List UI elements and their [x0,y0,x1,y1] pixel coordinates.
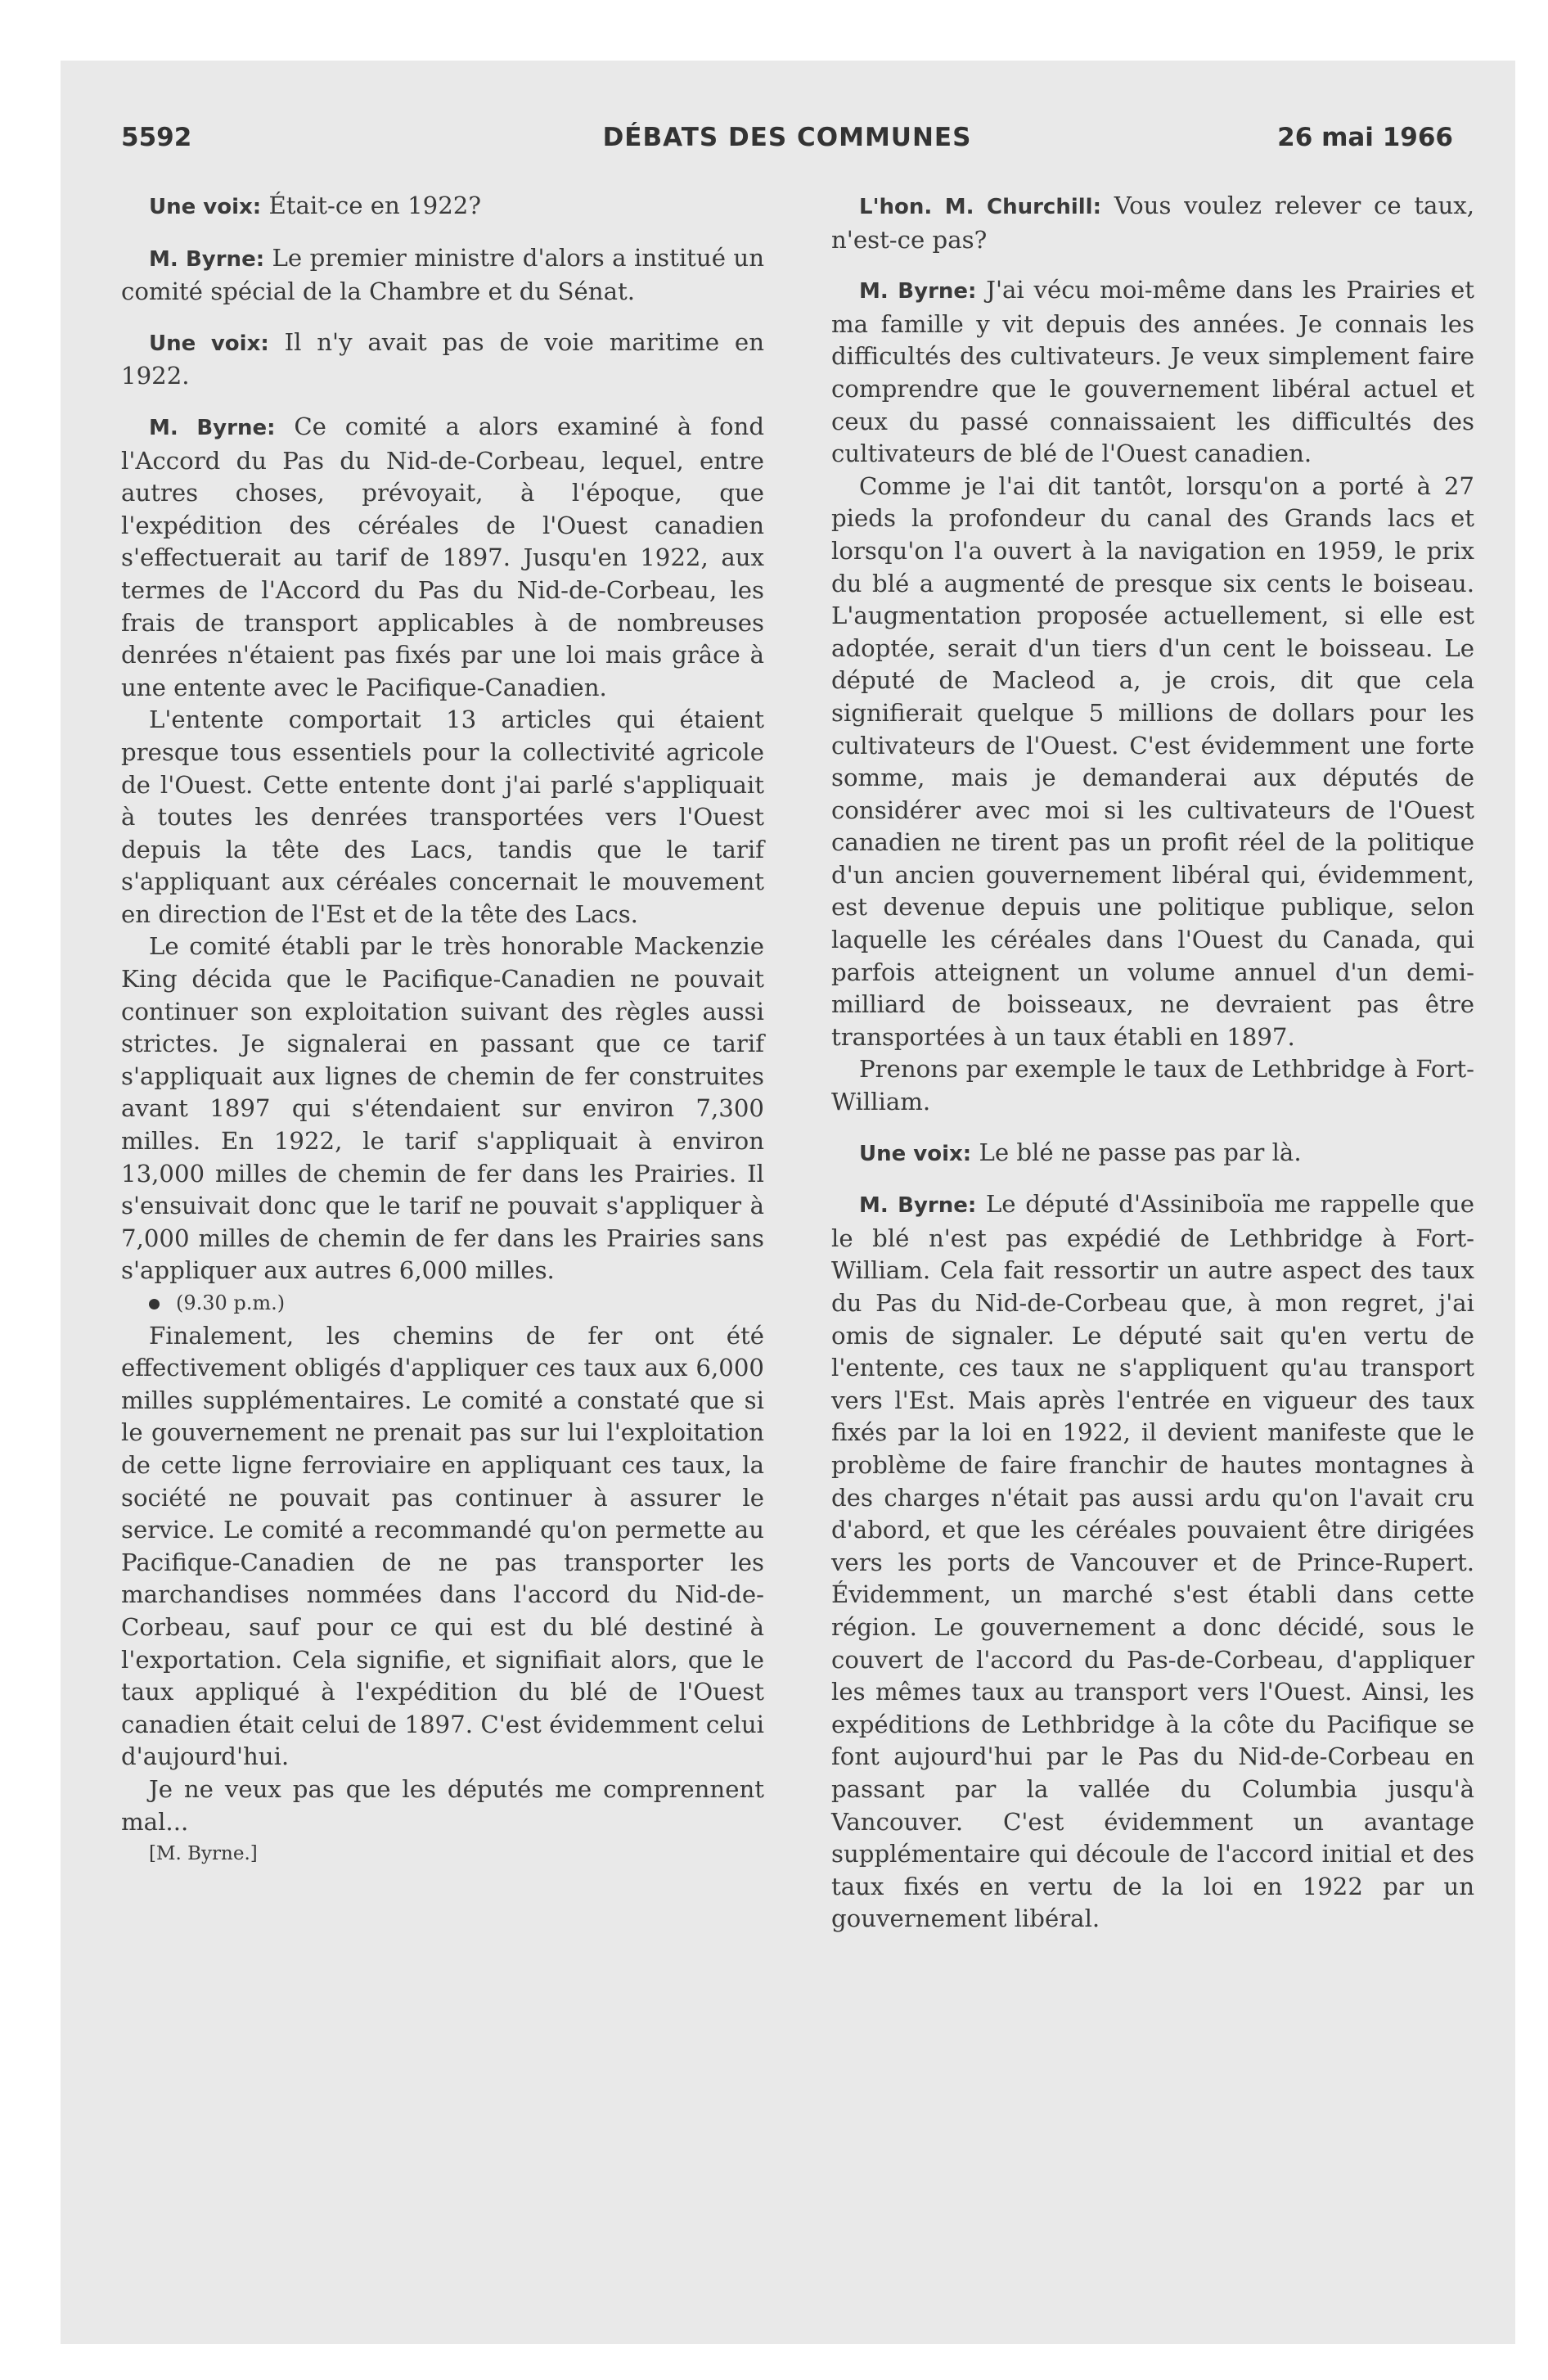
paragraph [121,190,764,224]
speech-text: J'ai vécu moi-même dans les Prairies et ma famille y vit depuis des années. Je connais les difficultés des cultivateurs. Je veux simplement faire comprendre que le gouvernement libéral actuel et ceux du passé connaissaient les difficultés des cultivateurs de blé de l'Ouest canadien. [831,276,1474,468]
speaker-name: Une voix: [149,331,269,356]
speaker-name: M. Byrne: [149,246,265,272]
speaker-name: M. Byrne: [149,415,276,440]
time-marker [121,1287,764,1320]
bullet-icon [149,1299,160,1309]
speech-text: Le député d'Assiniboïa me rappelle que le blé n'est pas expédié de Lethbridge à Fort-William. Cela fait ressortir un autre aspect des taux du Pas du Nid-de-Corbeau que, à mon regret, j'ai omis de signaler. Le député sait qu'en vertu de l'entente, ces taux ne s'appliquent qu'au transport vers l'Est. Mais après l'entrée en vigueur des taux fixés par la loi en 1922, il devient manifeste que le problème de faire franchir de hautes montagnes à des charges n'était pas aussi ardu qu'on l'avait cru d'abord, et que les céréales pouvaient être dirigées vers les ports de Vancouver et de Prince-Rupert. Évidemment, un marché s'est établi dans cette région. Le gouvernement a donc décidé, sous le couvert de l'accord du Pas-de-Corbeau, d'appliquer les mêmes taux au transport vers l'Ouest. Ainsi, les expéditions de Lethbridge à la côte du Pacifique se font aujourd'hui par le Pas du Nid-de-Corbeau en passant par la vallée du Columbia jusqu'à Vancouver. C'est évidemment un avantage supplémentaire qui découle de l'accord initial et des taux fixés en vertu de la loi en 1922 par un gouvernement libéral. [831,1190,1474,1933]
paragraph: Je ne veux pas que les députés me comprennent mal... [121,1774,764,1836]
speaker-attribution: [M. Byrne.] [149,1843,258,1865]
speaker-name: Une voix: [149,195,262,219]
speech-text: Le premier ministre d'alors a institué un comité spécial de la Chambre et du Sénat. [121,243,765,306]
paragraph: Prenons par exemple le taux de Lethbridge à Fort-William. [831,1055,1474,1116]
paragraph: Comme je l'ai dit tantôt, lorsqu'on a porté à 27 pieds la profondeur du canal des Grands lacs et lorsqu'on l'a ouvert à la navigation en 1959, le prix du blé a augmenté de presque six cents le boiseau. L'augmentation proposée actuellement, si elle est adoptée, serait d'un tiers d'un cent le boisseau. Le député de Macleod a, je crois, dit que cela signifierait quelque 5 millions de dollars pour les cultivateurs de l'Ouest. C'est évidemment une forte somme, mais je demanderai aux députés de considérer avec moi si les cultivateurs de l'Ouest canadien ne tirent pas un profit réel de la politique d'un ancien gouvernement libéral qui, évidemment, est devenue depuis une politique publique, selon laquelle les céréales dans l'Ouest du Canada, qui parfois atteignent un volume annuel d'un demi-milliard de boisseaux, ne devraient pas être transportées à un taux établi en 1897. [831,471,1474,1051]
paragraph [831,1137,1474,1171]
paragraph: Finalement, les chemins de fer ont été effectivement obligés d'appliquer ces taux aux 6,000 milles supplémentaires. Le comité a constaté que si le gouvernement ne prenait pas sur lui l'exploitation de cette ligne ferroviaire en appliquant ces taux, la société ne pouvait pas continuer à assurer le service. Le comité a recommandé qu'on permette au Pacifique-Canadien de ne pas transporter les marchandises nommées dans l'accord du Nid-de-Corbeau, sauf pour ce qui est du blé destiné à l'exportation. Cela signifie, et signifiait alors, que le taux appliqué à l'expédition du blé de l'Ouest canadien était celui de 1897. C'est évidemment celui d'aujourd'hui. [121,1321,764,1771]
speaker-name: L'hon. M. Churchill: [859,195,1101,219]
paragraph [121,327,764,393]
left-column [121,190,764,1871]
paragraph [831,190,1474,256]
paragraph [121,411,764,704]
page-date: 26 mai 1966 [1277,123,1453,152]
speech-text: Le blé ne passe pas par là. [971,1138,1302,1166]
speech-text: Vous voulez relever ce taux, n'est-ce pas? [831,192,1474,254]
paragraph [831,1188,1474,1936]
paragraph: Le comité établi par le très honorable Mackenzie King décida que le Pacifique-Canadien ne pouvait continuer son exploitation suivant des règles aussi strictes. Je signalerai en passant que ce tarif s'appliquait aux lignes de chemin de fer construites avant 1897 qui s'étendaient sur environ 7,300 milles. En 1922, le tarif s'appliquait à environ 13,000 milles de chemin de fer dans les Prairies. Il s'ensuivait donc que le tarif ne pouvait s'appliquer à 7,000 milles de chemin de fer dans les Prairies sans s'appliquer aux autres 6,000 milles. [121,932,764,1285]
speaker-name: Une voix: [859,1141,972,1166]
page-header [121,123,1453,172]
speaker-name: M. Byrne: [859,279,977,304]
paragraph [831,274,1474,471]
publication-title: DÉBATS DES COMMUNES [602,123,972,152]
speech-text: Était-ce en 1922? [261,192,482,219]
paragraph [121,242,764,309]
speech-text: Ce comité a alors examiné à fond l'Accord du Pas du Nid-de-Corbeau, lequel, entre autres choses, prévoyait, à l'époque, que l'expédition des céréales de l'Ouest canadien s'effectuerait au tarif de 1897. Jusqu'en 1922, aux termes de l'Accord du Pas du Nid-de-Corbeau, les frais de transport applicables à de nombreuses denrées n'étaient pas fixés par une loi mais grâce à une entente avec le Pacifique-Canadien. [121,412,764,701]
time-text: (9.30 p.m.) [176,1291,286,1314]
speech-text: Il n'y avait pas de voie maritime en 1922. [121,327,764,390]
speaker-name: M. Byrne: [859,1193,977,1219]
page-number: 5592 [121,123,192,152]
paragraph: L'entente comportait 13 articles qui étaient presque tous essentiels pour la collectivité agricole de l'Ouest. Cette entente dont j'ai parlé s'appliquait à toutes les denrées transportées vers l'Ouest depuis la tête des Lacs, tandis que le tarif s'appliquant aux céréales concernait le mouvement en direction de l'Est et de la tête des Lacs. [121,705,764,928]
right-column [831,190,1474,1936]
